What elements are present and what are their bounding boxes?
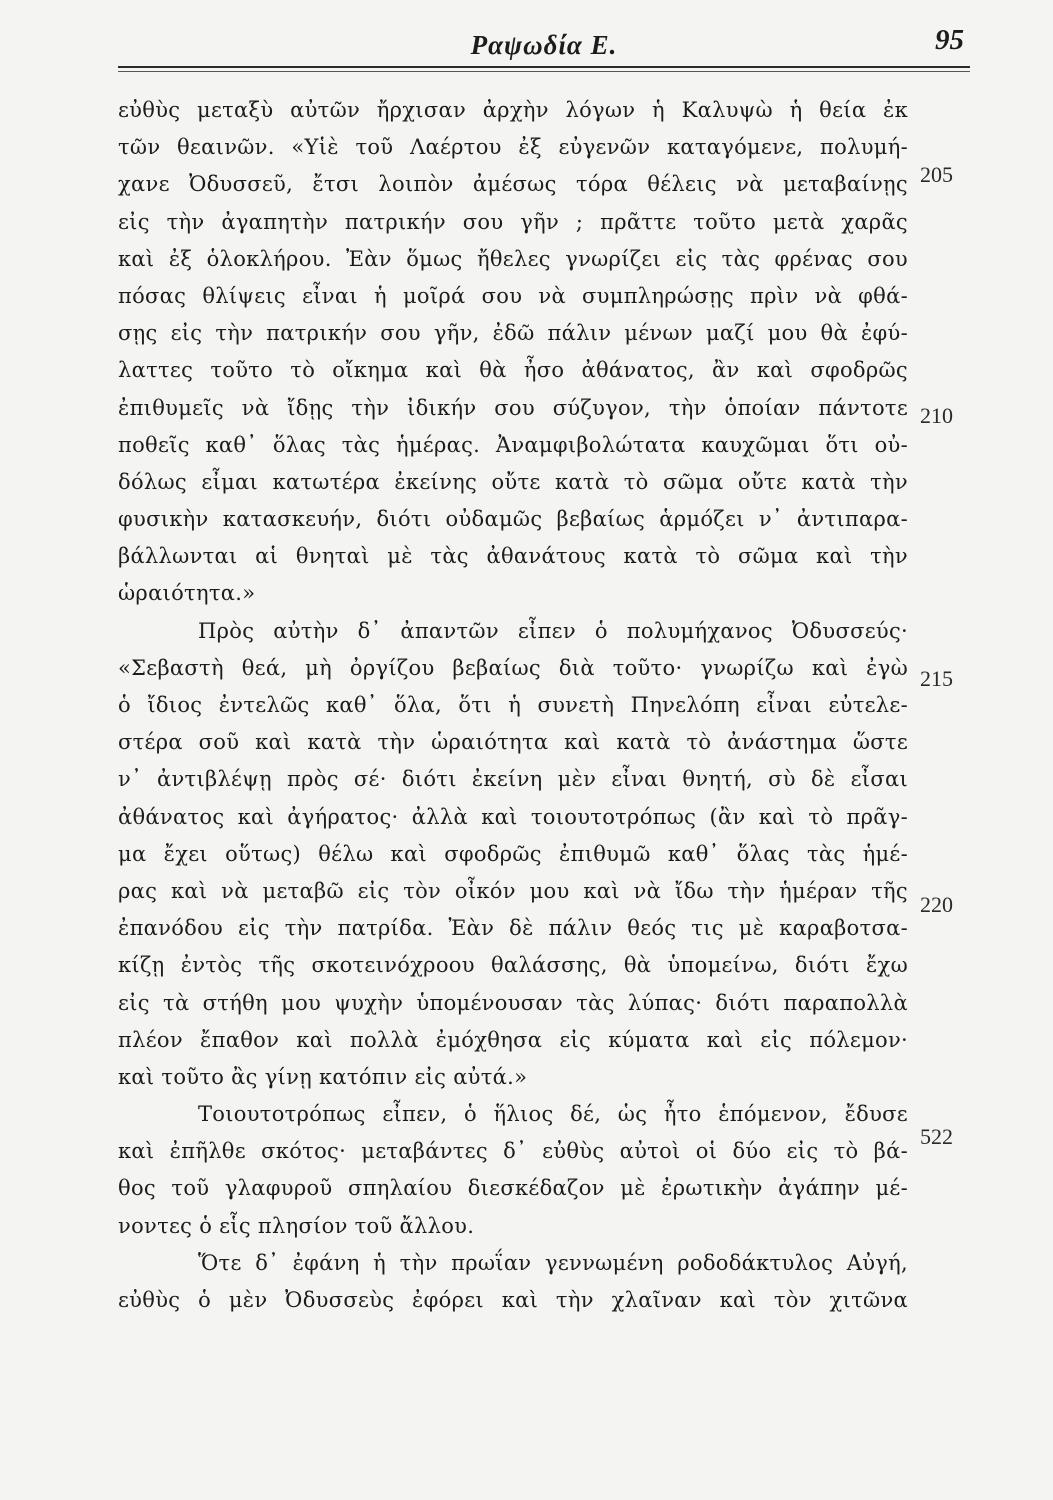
text-line: νοντες ὁ εἷς πλησίον τοῦ ἄλλου. <box>118 1213 475 1238</box>
text-line: εἰς τὴν ἀγαπητὴν πατρικήν σου γῆν ; πρᾶττε τοῦτο μετὰ χαρᾶς <box>118 209 908 234</box>
text-line: ἐπανόδου εἰς τὴν πατρίδα. Ἐὰν δὲ πάλιν θεός τις μὲ καραβοτσα- <box>118 916 908 941</box>
text-line: καὶ ἐπῆλθε σκότος· μεταβάντες δ᾽ εὐθὺς αὐτοὶ οἱ δύο εἰς τὸ βά- <box>118 1139 908 1164</box>
margin-line-number: 205 <box>920 162 953 187</box>
text-line: Τοιουτοτρόπως εἶπεν, ὁ ἥλιος δέ, ὡς ἦτο ἑπόμενον, ἔδυσε <box>198 1102 908 1127</box>
text-line: δόλως εἶμαι κατωτέρα ἐκείνης οὔτε κατὰ τὸ σῶμα οὔτε κατὰ τὴν <box>118 469 908 494</box>
text-line: ν᾽ ἀντιβλέψῃ πρὸς σέ· διότι ἐκείνη μὲν εἶναι θνητή, σὺ δὲ εἶσαι <box>118 767 908 792</box>
header-rule <box>118 66 970 68</box>
text-line: Πρὸς αὐτὴν δ᾽ ἀπαντῶν εἶπεν ὁ πολυμήχανος Ὀδυσσεύς· <box>198 618 908 643</box>
running-head <box>118 22 970 62</box>
text-line: «Σεβαστὴ θεά, μὴ ὀργίζου βεβαίως διὰ τοῦτο· γνωρίζω καὶ ἐγὼ <box>118 655 908 680</box>
text-line: χανε Ὀδυσσεῦ, ἔτσι λοιπὸν ἀμέσως τόρα θέλεις νὰ μεταβαίνῃς <box>118 172 908 197</box>
running-title: Ραψωδία Ε. <box>470 30 618 60</box>
text-line: ρας καὶ νὰ μεταβῶ εἰς τὸν οἶκόν μου καὶ νὰ ἴδω τὴν ἡμέραν τῆς <box>118 878 908 903</box>
text-line: ποθεῖς καθ᾽ ὅλας τὰς ἡμέρας. Ἀναμφιβολώτατα καυχῶμαι ὅτι οὐ- <box>118 432 908 457</box>
text-line: ἐπιθυμεῖς νὰ ἴδῃς τὴν ἰδικήν σου σύζυγον, τὴν ὁποίαν πάντοτε <box>118 395 908 420</box>
text-line: μα ἔχει οὕτως) θέλω καὶ σφοδρῶς ἐπιθυμῶ καθ᾽ ὅλας τὰς ἡμέ- <box>118 841 908 866</box>
body-text <box>118 92 908 1319</box>
text-line: πόσας θλίψεις εἶναι ἡ μοῖρά σου νὰ συμπληρώσῃς πρὶν νὰ φθά- <box>118 283 908 308</box>
text-line: τῶν θεαινῶν. «Υἱὲ τοῦ Λαέρτου ἐξ εὐγενῶν καταγόμενε, πολυμή- <box>118 135 908 160</box>
text-line: καὶ τοῦτο ἂς γίνῃ κατόπιν εἰς αὐτά.» <box>118 1064 528 1089</box>
text-line: φυσικὴν κατασκευήν, διότι οὐδαμῶς βεβαίως ἁρμόζει ν᾽ ἀντιπαρα- <box>118 507 908 532</box>
text-line: σῃς εἰς τὴν πατρικήν σου γῆν, ἐδῶ πάλιν μένων μαζί μου θὰ ἐφύ- <box>118 321 908 346</box>
margin-line-number: 210 <box>920 403 953 428</box>
text-line: πλέον ἔπαθον καὶ πολλὰ ἐμόχθησα εἰς κύματα καὶ εἰς πόλεμον· <box>118 1027 908 1052</box>
margin-line-number: 522 <box>920 1124 953 1149</box>
header-rule-thin <box>118 71 970 72</box>
text-line: θος τοῦ γλαφυροῦ σπηλαίου διεσκέδαζον μὲ ἐρωτικὴν ἀγάπην μέ- <box>118 1176 908 1201</box>
margin-line-number: 215 <box>920 666 953 691</box>
text-line: κίζῃ ἐντὸς τῆς σκοτεινόχροου θαλάσσης, θὰ ὑπομείνω, διότι ἔχω <box>118 953 908 978</box>
text-line: εὐθὺς μεταξὺ αὐτῶν ἤρχισαν ἀρχὴν λόγων ἡ Καλυψὼ ἡ θεία ἐκ <box>118 98 908 122</box>
text-line: Ὅτε δ᾽ ἐφάνη ἡ τὴν πρωΐαν γεννωμένη ροδοδάκτυλος Αὐγή, <box>198 1250 908 1275</box>
text-line: εἰς τὰ στήθη μου ψυχὴν ὑπομένουσαν τὰς λύπας· διότι παραπολλὰ <box>118 990 908 1015</box>
text-line: ἀθάνατος καὶ ἀγήρατος· ἀλλὰ καὶ τοιουτοτρόπως (ἂν καὶ τὸ πρᾶγ- <box>118 804 908 829</box>
text-line: καὶ ἐξ ὁλοκλήρου. Ἐὰν ὅμως ἤθελες γνωρίζει εἰς τὰς φρένας σου <box>118 246 908 271</box>
text-line: λαττες τοῦτο τὸ οἴκημα καὶ θὰ ἦσο ἀθάνατος, ἂν καὶ σφοδρῶς <box>118 358 908 383</box>
text-line: εὐθὺς ὁ μὲν Ὀδυσσεὺς ἐφόρει καὶ τὴν χλαῖναν καὶ τὸν χιτῶνα <box>118 1288 908 1312</box>
page-number: 95 <box>935 24 964 56</box>
text-line: ὡραιότητα.» <box>118 581 256 606</box>
text-line: στέρα σοῦ καὶ κατὰ τὴν ὡραιότητα καὶ κατὰ τὸ ἀνάστημα ὥστε <box>118 730 908 755</box>
text-line: ὁ ἴδιος ἐντελῶς καθ᾽ ὅλα, ὅτι ἡ συνετὴ Πηνελόπη εἶναι εὐτελε- <box>118 693 908 717</box>
text-line: βάλλωνται αἱ θνηταὶ μὲ τὰς ἀθανάτους κατὰ τὸ σῶμα καὶ τὴν <box>118 544 908 569</box>
margin-line-number: 220 <box>920 892 953 917</box>
